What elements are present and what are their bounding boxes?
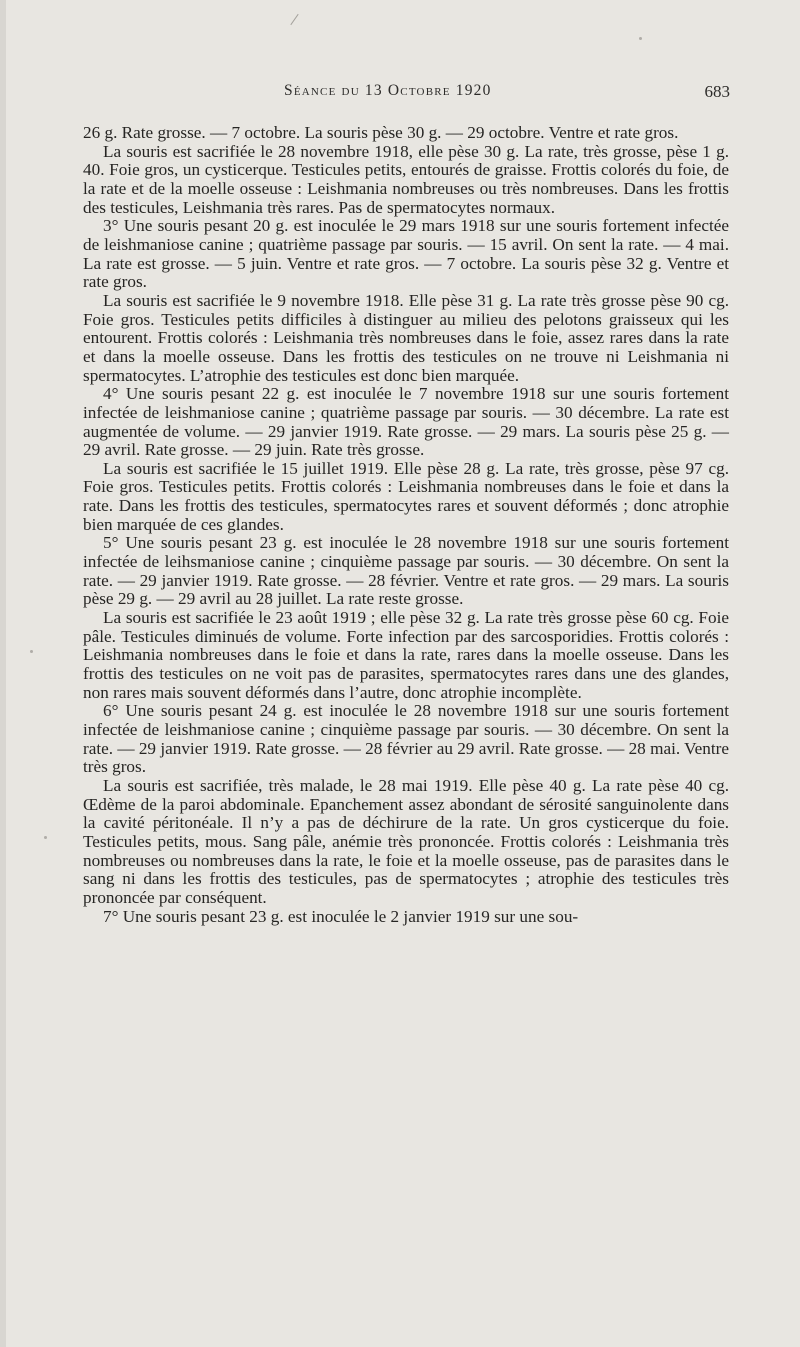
scan-speck [30, 650, 33, 653]
paragraph: La souris est sacrifiée le 9 novembre 1918. Elle pèse 31 g. La rate très grosse pèse 90 cg. Foie gros. Testicules petits difficiles à distinguer au milieu des pelotons graisseux qui les entourent. Frottis colorés : Leishmania très nombreuses dans le foie, assez rares dans la rate et dans la moelle osseuse. Dans les frottis des testicules on ne trouve ni Leishmania ni spermatocytes. L’atrophie des testicules est donc bien marquée. [83, 290, 729, 385]
scan-speck [639, 37, 642, 40]
paragraph: La souris est sacrifiée, très malade, le 28 mai 1919. Elle pèse 40 g. La rate pèse 40 cg. Œdème de la paroi abdominale. Epanchement assez abondant de sérosité sanguinolente dans la cavité péritonéale. Il n’y a pas de déchirure de la rate. Un gros cysticerque du foie. Testicules petits, mous. Sang pâle, anémie très prononcée. Frottis colorés : Leishmania très nombreuses ou nombreuses dans la rate, le foie et la moelle osseuse, pas de parasites dans le sang ni dans les frottis des testicules, pas de spermatocytes ; atrophie des testicules très prononcée par conséquent. [83, 775, 729, 907]
scan-mark [290, 14, 298, 25]
paragraph: 6° Une souris pesant 24 g. est inoculée le 28 novembre 1918 sur une souris fortement infectée de leishmaniose canine ; cinquième passage par souris. — 30 décembre. On sent la rate. — 29 janvier 1919. Rate grosse. — 28 février au 29 avril. Rate grosse. — 28 mai. Ventre très gros. [83, 701, 729, 777]
paragraph: La souris est sacrifiée le 28 novembre 1918, elle pèse 30 g. La rate, très grosse, pèse 1 g. 40. Foie gros, un cysticerque. Testicules petits, entourés de graisse. Frottis colorés du foie, de la rate et de la moelle osseuse : Leishmania nombreuses ou très nombreuses. Dans les frottis des testicules, Leishmania très rares. Pas de spermatocytes normaux. [83, 141, 729, 217]
article-body [83, 124, 729, 1199]
paragraph: 5° Une souris pesant 23 g. est inoculée le 28 novembre 1918 sur une souris fortement infectée de leihsmaniose canine ; cinquième passage par souris. — 30 décembre. On sent la rate. — 29 janvier 1919. Rate grosse. — 28 février. Ventre et rate gros. — 29 mars. La souris pèse 29 g. — 29 avril au 28 juillet. La rate reste grosse. [83, 533, 729, 609]
page-number: 683 [704, 82, 730, 101]
paragraph: 26 g. Rate grosse. — 7 octobre. La souris pèse 30 g. — 29 octobre. Ventre et rate gros. [83, 123, 679, 142]
running-head: Séance du 13 Octobre 1920 [284, 82, 492, 99]
paragraph: La souris est sacrifiée le 23 août 1919 ; elle pèse 32 g. La rate très grosse pèse 60 cg. Foie pâle. Testicules diminués de volume. Forte infection par des sarcosporidies. Frottis colorés : Leishmania nombreuses dans le foie et dans la rate, rares dans la moelle osseuse. Dans les frottis des testicules on ne voit pas de parasites, spermatocytes rares dans une des glandes, non rares mais souvent déformés dans l’autre, donc atrophie incomplète. [83, 608, 729, 702]
page-header [81, 82, 730, 106]
paragraph: 3° Une souris pesant 20 g. est inoculée le 29 mars 1918 sur une souris fortement infectée de leishmaniose canine ; quatrième passage par souris. — 15 avril. On sent la rate. — 4 mai. La rate est grosse. — 5 juin. Ventre et rate gros. — 7 octobre. La souris pèse 32 g. Ventre et rate gros. [83, 216, 729, 292]
paragraph: 4° Une souris pesant 22 g. est inoculée le 7 novembre 1918 sur une souris fortement infectée de leishmaniose canine ; quatrième passage par souris. — 30 décembre. La rate est augmentée de volume. — 29 janvier 1919. Rate grosse. — 29 mars. La souris pèse 25 g. — 29 avril. Rate grosse. — 29 juin. Rate très grosse. [83, 384, 729, 460]
paragraph: La souris est sacrifiée le 15 juillet 1919. Elle pèse 28 g. La rate, très grosse, pèse 97 cg. Foie gros. Testicules petits. Frottis colorés : Leishmania nombreuses dans le foie et dans la rate. Dans les frottis des testicules, spermatocytes rares et souvent déformés ; donc atrophie bien marquée de ces glandes. [83, 458, 729, 534]
paragraph: 7° Une souris pesant 23 g. est inoculée le 2 janvier 1919 sur une sou- [103, 906, 579, 926]
scan-speck [44, 836, 47, 839]
